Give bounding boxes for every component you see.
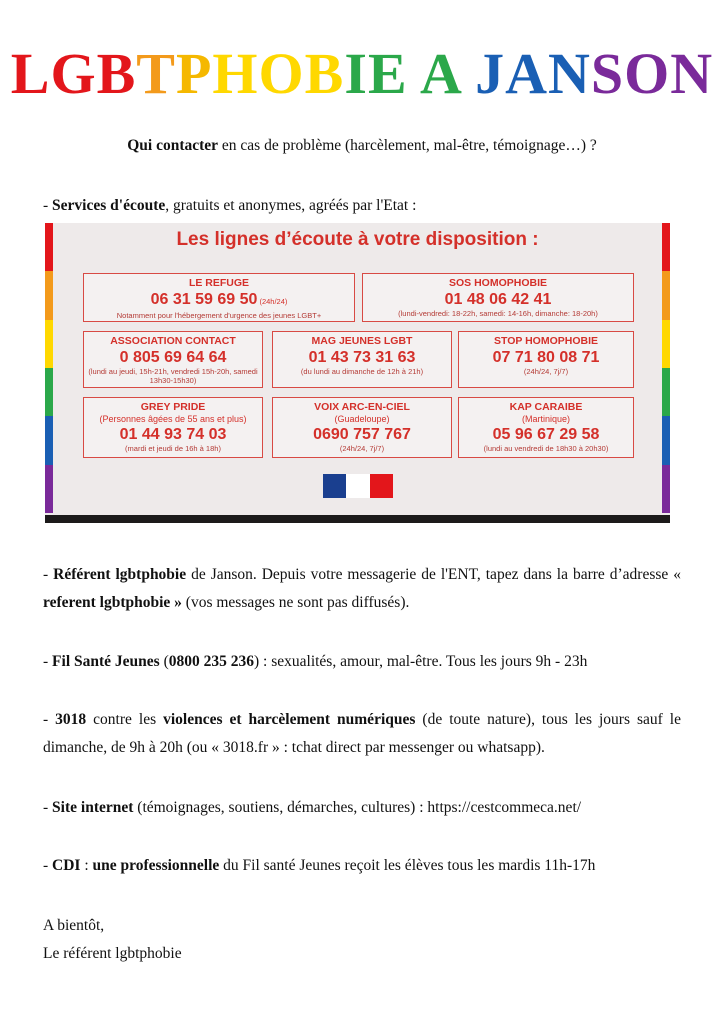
flyer-title: Les lignes d’écoute à votre disposition : [176, 229, 539, 250]
fil-sante-jeunes-line: - Fil Santé Jeunes (0800 235 236) : sexualités, amour, mal-être. Tous les jours 9h - 23h [43, 653, 588, 670]
3018-paragraph: - 3018 contre les violences et harcèlement numériques (de toute nature), tous les jours sauf le dimanche, de 9h à 20h (ou « 3018.fr » : tchat direct par messenger ou whatsapp). [43, 711, 681, 756]
helpline-phone: 01 44 93 74 03 [119, 426, 227, 443]
helplines-flyer [45, 223, 670, 523]
title-letter: O [624, 41, 671, 106]
helpline-note: (lundi-vendredi: 18-22h, samedi: 14-16h, dimanche: 18-20h) [398, 309, 598, 318]
helpline-note: (24h/24, 7j/7) [523, 367, 569, 376]
helpline-name: GREY PRIDE [140, 401, 206, 413]
title-letter: O [258, 41, 305, 106]
helpline-subtitle: (Guadeloupe) [334, 414, 390, 424]
closing-greeting: A bientôt, [43, 917, 105, 934]
helpline-note: (mardi et jeudi de 16h à 18h) [125, 444, 221, 453]
cdi-line: - CDI : une professionnelle du Fil santé Jeunes reçoit les élèves tous les mardis 11h-17h [43, 857, 596, 874]
helpline-box [83, 331, 263, 388]
title-letter: A [505, 41, 549, 106]
title-letter: N [670, 41, 714, 106]
title-letter [460, 41, 476, 106]
intro-bold: Qui contacter [127, 137, 219, 154]
title-letter: E [367, 41, 408, 106]
helpline-name: SOS HOMOPHOBIE [448, 277, 547, 289]
helpline-box [362, 273, 634, 322]
helpline-subtitle: (Personnes âgées de 55 ans et plus) [99, 414, 247, 424]
site-internet-line: - Site internet (témoignages, soutiens, démarches, cultures) : https://cestcommeca.net/ [43, 799, 582, 816]
helpline-name: ASSOCIATION CONTACT [110, 335, 236, 347]
title-letter: T [136, 41, 176, 106]
helpline-name: STOP HOMOPHOBIE [493, 335, 599, 347]
rainbow-stripe-right [662, 223, 670, 513]
title-letter: S [590, 41, 625, 106]
helpline-note: (lundi au jeudi, 15h-21h, vendredi 15h-20h, samedi 13h30-15h30) [88, 367, 258, 385]
helpline-box [272, 397, 452, 458]
helpline-phone: 0 805 69 64 64 [119, 349, 227, 366]
title-letter: B [96, 41, 137, 106]
helpline-note: Notamment pour l'hébergement d'urgence des jeunes LGBT+ [116, 311, 322, 320]
intro-line [43, 132, 681, 160]
helpline-phone-suffix: (24h/24) [257, 297, 288, 306]
helpline-phone: 01 43 73 31 63 [308, 349, 416, 366]
services-text: , gratuits et anonymes, agréés par l'Etat : [165, 197, 417, 214]
helpline-phone: 06 31 59 69 50 [150, 291, 258, 308]
helpline-note: (lundi au vendredi de 18h30 à 20h30) [483, 444, 609, 453]
title-letter: B [304, 41, 345, 106]
title-letter: G [50, 41, 97, 106]
closing-signature: Le référent lgbtphobie [43, 945, 182, 962]
services-line: - Services d'écoute, gratuits et anonymes, agréés par l'Etat : [43, 197, 417, 214]
title-letter: H [212, 41, 259, 106]
title-letter: J [475, 41, 506, 106]
services-bold: Services d'écoute [52, 197, 166, 214]
french-flag-logo [323, 474, 393, 498]
title-letter: P [175, 41, 213, 106]
helpline-phone: 07 71 80 08 71 [492, 349, 600, 366]
helpline-box [458, 397, 634, 458]
referent-paragraph: - Référent lgbtphobie de Janson. Depuis votre messagerie de l'ENT, tapez dans la barre d’adresse « referent lgbtphobie » (vos messages ne sont pas diffusés). [43, 566, 681, 611]
helpline-subtitle: (Martinique) [521, 414, 570, 424]
title-letter: A [419, 41, 460, 106]
flyer-bottom-bar [45, 515, 670, 523]
title-letter: N [548, 41, 591, 106]
helpline-box [83, 273, 355, 322]
title-letter: L [10, 41, 51, 106]
helpline-box [83, 397, 263, 458]
helpline-name: VOIX ARC-EN-CIEL [314, 401, 410, 413]
helpline-name: KAP CARAIBE [509, 401, 583, 413]
helpline-box [458, 331, 634, 388]
helpline-name: LE REFUGE [188, 277, 250, 289]
page-title [0, 42, 724, 106]
helpline-name: MAG JEUNES LGBT [311, 335, 413, 347]
helpline-note: (24h/24, 7j/7) [339, 444, 385, 453]
title-letter: I [344, 41, 368, 106]
rainbow-stripe-left [45, 223, 53, 513]
helpline-phone: 05 96 67 29 58 [492, 426, 600, 443]
intro-text: en cas de problème (harcèlement, mal-être, témoignage…) ? [218, 137, 597, 154]
helpline-box [272, 331, 452, 388]
helpline-phone: 0690 757 767 [313, 426, 411, 443]
helpline-phone: 01 48 06 42 41 [444, 291, 552, 308]
title-letter [408, 41, 420, 106]
helpline-note: (du lundi au dimanche de 12h à 21h) [300, 367, 424, 376]
